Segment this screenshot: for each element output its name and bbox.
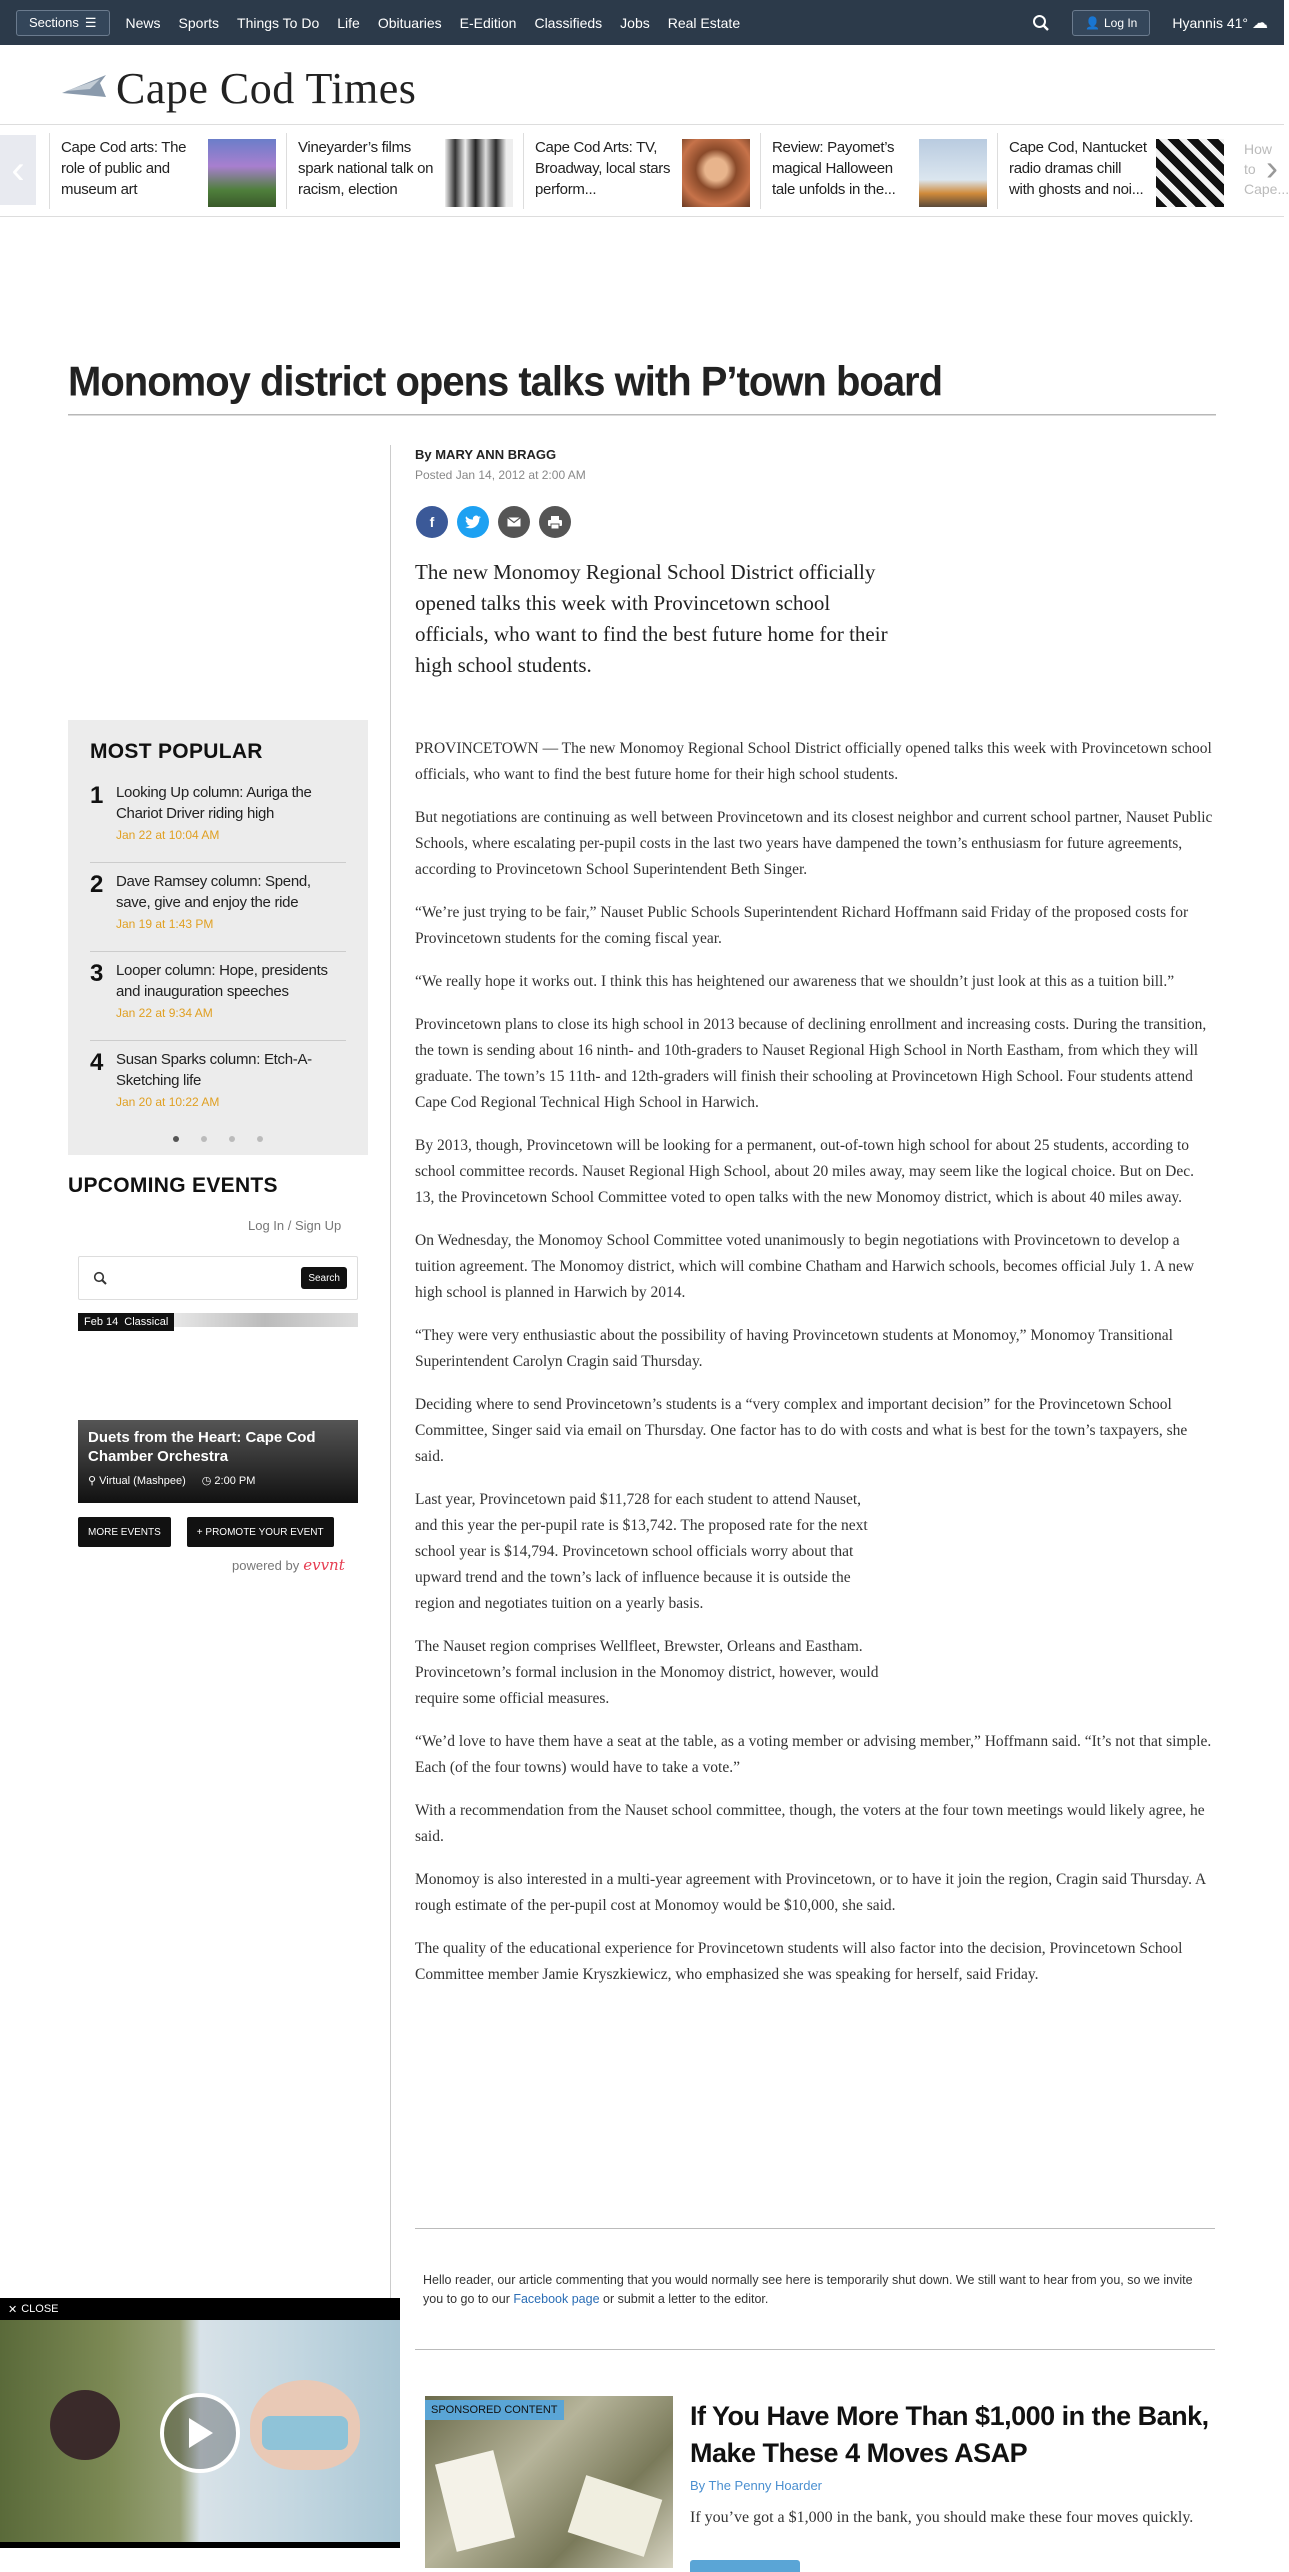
share-buttons xyxy=(416,506,571,538)
twitter-share-icon[interactable] xyxy=(457,506,489,538)
popular-rank: 2 xyxy=(90,871,104,898)
popular-item[interactable] xyxy=(90,774,346,863)
carousel-item-title: Review: Payomet’s magical Halloween tale unfolds in the... xyxy=(772,139,896,198)
close-icon[interactable]: ✕ xyxy=(8,2303,18,2316)
popular-title[interactable]: Susan Sparks column: Etch-A-Sketching life xyxy=(116,1051,312,1089)
sections-button[interactable] xyxy=(16,10,110,36)
search-icon xyxy=(93,1271,107,1290)
nav-link-classifieds[interactable]: Classifieds xyxy=(534,14,603,31)
nav-link-jobs[interactable]: Jobs xyxy=(620,14,650,31)
sponsored-description: If you’ve got a $1,000 in the bank, you should make these four moves quickly. xyxy=(690,2509,1194,2526)
play-icon[interactable] xyxy=(160,2393,240,2473)
article-paragraph: “We really hope it works out. I think this has heightened our awareness that we shouldn’t just look at this as a tuition bill.” xyxy=(415,973,1175,990)
popular-item[interactable] xyxy=(90,1041,346,1130)
more-events-button[interactable]: MORE EVENTS xyxy=(78,1517,171,1547)
carousel-item-title: Vineyarder’s films spark national talk on racism, election xyxy=(298,139,434,198)
popular-date: Jan 20 at 10:22 AM xyxy=(116,1095,220,1109)
clock-icon: ◷ xyxy=(201,1475,212,1487)
article-posted-date: Posted Jan 14, 2012 at 2:00 AM xyxy=(415,468,586,482)
pager-dot[interactable] xyxy=(173,1136,179,1142)
cloud-icon: ☁ xyxy=(1252,14,1268,32)
events-search-button[interactable]: Search xyxy=(301,1267,347,1289)
carousel-thumbnail xyxy=(919,139,987,207)
story-carousel xyxy=(0,125,1289,217)
nav-link-obituaries[interactable]: Obituaries xyxy=(377,14,442,31)
most-popular-heading: MOST POPULAR xyxy=(90,740,263,763)
event-buttons xyxy=(78,1517,334,1547)
lighthouse-logo-icon xyxy=(60,71,108,106)
sponsored-source[interactable]: By The Penny Hoarder xyxy=(690,2478,822,2493)
comment-notice-text-end: or submit a letter to the editor. xyxy=(599,2292,769,2306)
carousel-thumbnail xyxy=(208,139,276,207)
sponsored-image-paper xyxy=(435,2450,515,2552)
article-paragraph: But negotiations are continuing as well between Provincetown and its closest neighbor and current school partner, Nauset Public Schools, where escalating per-pupil costs in the last two years have dampened the town’s enthusiasm for future agreements, according to Provincetown School Superintendent Beth Singer. xyxy=(415,809,1213,878)
article-paragraph: Last year, Provincetown paid $11,728 for each student to attend Nauset, and this year the per-pupil rate is $13,742. The proposed rate for the next school year is $14,794. Provincetown school officials worry about that upward trend and the town’s lack of influence because it is outside the region and negotiates tuition on a yearly basis. xyxy=(415,1491,868,1612)
carousel-item-title: Cape Cod arts: The role of public and museum art xyxy=(61,139,187,198)
sections-label: Sections xyxy=(29,15,79,30)
popular-title[interactable]: Dave Ramsey column: Spend, save, give and enjoy the ride xyxy=(116,873,311,911)
nav-link-real-estate[interactable]: Real Estate xyxy=(667,14,741,31)
carousel-thumbnail xyxy=(1156,139,1224,207)
login-button[interactable] xyxy=(1072,10,1150,36)
sponsored-image[interactable] xyxy=(425,2396,673,2568)
masthead xyxy=(0,45,1284,125)
event-time: 2:00 PM xyxy=(214,1475,256,1487)
article-paragraph: Monomoy is also interested in a multi-year agreement with Provincetown, or to have it join the region, Cragin said Thursday. A rough estimate of the per-pupil cost at Monomoy would be $10,000, she said. xyxy=(415,1871,1206,1914)
event-title[interactable]: Duets from the Heart: Cape Cod Chamber Orchestra xyxy=(88,1429,316,1465)
weather-text: Hyannis 41° xyxy=(1172,14,1248,31)
article-paragraph: With a recommendation from the Nauset school committee, though, the voters at the four town meetings would likely agree, he said. xyxy=(415,1802,1205,1845)
pager-dot[interactable] xyxy=(257,1136,263,1142)
powered-by-text: powered by xyxy=(232,1558,300,1573)
nav-link-sports[interactable]: Sports xyxy=(178,14,220,31)
article-body xyxy=(415,736,1215,2005)
weather-widget[interactable] xyxy=(1172,13,1268,33)
carousel-thumbnail xyxy=(445,139,513,207)
video-close-label: CLOSE xyxy=(21,2303,59,2315)
popular-title[interactable]: Looking Up column: Auriga the Chariot Driver riding high xyxy=(116,784,312,822)
popular-rank: 1 xyxy=(90,782,104,809)
popular-title[interactable]: Looper column: Hope, presidents and inauguration speeches xyxy=(116,962,328,1000)
event-date: Feb 14 xyxy=(84,1316,119,1328)
user-icon: 👤 xyxy=(1085,15,1100,30)
floating-video-player[interactable] xyxy=(0,2298,400,2548)
video-close-bar[interactable] xyxy=(0,2298,400,2320)
popular-rank: 3 xyxy=(90,960,104,987)
pager-dot[interactable] xyxy=(229,1136,235,1142)
nav-right xyxy=(1032,0,1268,45)
popular-rank: 4 xyxy=(90,1049,104,1076)
article-paragraph: The Nauset region comprises Wellfleet, Brewster, Orleans and Eastham. Provincetown’s formal inclusion in the Monomoy district, however, would require some official measures. xyxy=(415,1638,879,1707)
upcoming-events-heading: UPCOMING EVENTS xyxy=(68,1174,278,1197)
article-paragraph: By 2013, though, Provincetown will be looking for a permanent, out-of-town high school for about 25 students, according to school committee records. Nauset Regional High School, about 20 miles away, may seem like the logical choice. But on Dec. 13, the Provincetown School Committee voted to open talks with the new Monomoy district, which is about 40 miles away. xyxy=(415,1137,1194,1206)
article-lede: The new Monomoy Regional School District officially opened talks this week with Provincetown school officials, who want to find the best future home for their high school students. xyxy=(415,560,888,677)
carousel-item[interactable] xyxy=(49,133,286,209)
events-search-box[interactable] xyxy=(78,1256,358,1300)
hamburger-icon: ☰ xyxy=(84,14,97,30)
site-logo[interactable] xyxy=(60,63,416,114)
nav-link-e-edition[interactable]: E-Edition xyxy=(459,14,517,31)
event-meta xyxy=(88,1474,348,1487)
event-info-panel xyxy=(78,1420,358,1503)
popular-date: Jan 22 at 9:34 AM xyxy=(116,1006,213,1020)
search-icon[interactable] xyxy=(1032,14,1050,32)
nav-link-news[interactable]: News xyxy=(125,14,161,31)
powered-by xyxy=(232,1556,345,1574)
carousel-item-title: How to Cape... xyxy=(1244,141,1289,197)
article-paragraph: Provincetown plans to close its high school in 2013 because of declining enrollment and increasing costs. During the transition, the town is sending about 16 ninth- and 10th-graders to Nauset Regional High School in North Eastham, from which they will graduate. The town’s 15 11th- and 12th-graders will finish their schooling at Provincetown High School. Four students attend Cape Cod Regional Technical High School in Harwich. xyxy=(415,1016,1207,1111)
carousel-item[interactable] xyxy=(286,133,523,209)
top-nav xyxy=(0,0,1284,45)
article-paragraph: The quality of the educational experience for Provincetown students will also factor into the decision, Provincetown School Committee member Jamie Kryszkiewicz, who emphasized she was speaking for herself, said Friday. xyxy=(415,1940,1183,1983)
carousel-item-title: Cape Cod Arts: TV, Broadway, local stars perform... xyxy=(535,139,671,198)
print-icon[interactable] xyxy=(539,506,571,538)
facebook-share-icon[interactable]: f xyxy=(416,506,448,538)
nav-link-things-to-do[interactable]: Things To Do xyxy=(237,14,320,31)
carousel-item[interactable] xyxy=(523,133,760,209)
location-pin-icon: ⚲ xyxy=(88,1475,97,1487)
evvnt-logo[interactable]: evvnt xyxy=(303,1556,345,1574)
video-frame-mask xyxy=(262,2416,348,2450)
event-category: Classical xyxy=(124,1316,169,1328)
carousel-item[interactable] xyxy=(760,133,997,209)
popular-date: Jan 19 at 1:43 PM xyxy=(116,917,214,931)
sponsored-image-paper xyxy=(568,2475,663,2557)
comment-notice-text: Hello reader, our article commenting that you would normally see here is temporarily shut down. We still want to hear from you, so we invite you to go to our xyxy=(423,2273,1193,2306)
article-paragraph: Deciding where to send Provincetown’s students is a “very complex and important decision” for the Provincetown School Committee, Singer said via email on Thursday. One factor has to do with costs and what is best for the town’s taxpayers, she said. xyxy=(415,1396,1188,1465)
popular-item[interactable] xyxy=(90,952,346,1041)
most-popular-widget xyxy=(68,720,368,1155)
popular-date: Jan 22 at 10:04 AM xyxy=(116,828,220,842)
sponsored-title[interactable]: If You Have More Than $1,000 in the Bank, Make These 4 Moves ASAP xyxy=(690,2401,1209,2468)
facebook-page-link[interactable]: Facebook page xyxy=(513,2292,600,2306)
promote-event-button[interactable]: + PROMOTE YOUR EVENT xyxy=(187,1517,334,1547)
comment-notice xyxy=(415,2228,1215,2350)
carousel-item[interactable] xyxy=(997,133,1234,209)
sponsored-cta-button[interactable] xyxy=(690,2560,800,2572)
carousel-thumbnail xyxy=(682,139,750,207)
carousel-dots xyxy=(90,1136,346,1142)
popular-item[interactable] xyxy=(90,863,346,952)
events-login-link[interactable]: Log In / Sign Up xyxy=(248,1218,342,1233)
carousel-next-arrow[interactable]: › xyxy=(1266,147,1278,188)
logo-text: Cape Cod Times xyxy=(116,64,417,113)
article-paragraph: PROVINCETOWN — The new Monomoy Regional School District officially opened talks this week with Provincetown school officials, who want to find the best future home for their high school students. xyxy=(415,740,1212,783)
carousel-item-title: Cape Cod, Nantucket radio dramas chill with ghosts and noi... xyxy=(1009,139,1147,198)
nav-links xyxy=(126,15,741,31)
column-divider xyxy=(390,445,391,2345)
nav-link-life[interactable]: Life xyxy=(337,14,360,31)
pager-dot[interactable] xyxy=(201,1136,207,1142)
email-share-icon[interactable] xyxy=(498,506,530,538)
article-paragraph: “We’re just trying to be fair,” Nauset Public Schools Superintendent Richard Hoffmann said Friday of the proposed costs for Provincetown students for the coming fiscal year. xyxy=(415,904,1189,947)
article-paragraph: On Wednesday, the Monomoy School Committee voted unanimously to begin negotiations with Provincetown to develop a tuition agreement. The Monomoy district, which will combine Chatham and Harwich schools, becomes official July 1. A new high school is planned in Harwich by 2014. xyxy=(415,1232,1195,1301)
video-frame[interactable] xyxy=(0,2320,400,2542)
event-location: Virtual (Mashpee) xyxy=(99,1475,186,1487)
carousel-prev-arrow[interactable]: ‹ xyxy=(0,135,36,205)
video-frame-rider xyxy=(50,2390,120,2460)
article-paragraph: “They were very enthusiastic about the possibility of having Provincetown students at Monomoy,” Monomoy Transitional Superintendent Carolyn Cragin said Thursday. xyxy=(415,1327,1173,1370)
event-card[interactable] xyxy=(78,1313,358,1503)
sponsored-content-badge: SPONSORED CONTENT xyxy=(425,2400,564,2420)
article-byline: By MARY ANN BRAGG xyxy=(415,447,557,462)
event-date-tag xyxy=(78,1313,174,1331)
login-label: Log In xyxy=(1103,15,1138,30)
article-headline: Monomoy district opens talks with P’town board xyxy=(68,359,1216,416)
article-paragraph: “We’d love to have them have a seat at the table, as a voting member or advising member,” Hoffmann said. “It’s not that simple. Each (of the four towns) would have to take a vote.” xyxy=(415,1733,1212,1776)
